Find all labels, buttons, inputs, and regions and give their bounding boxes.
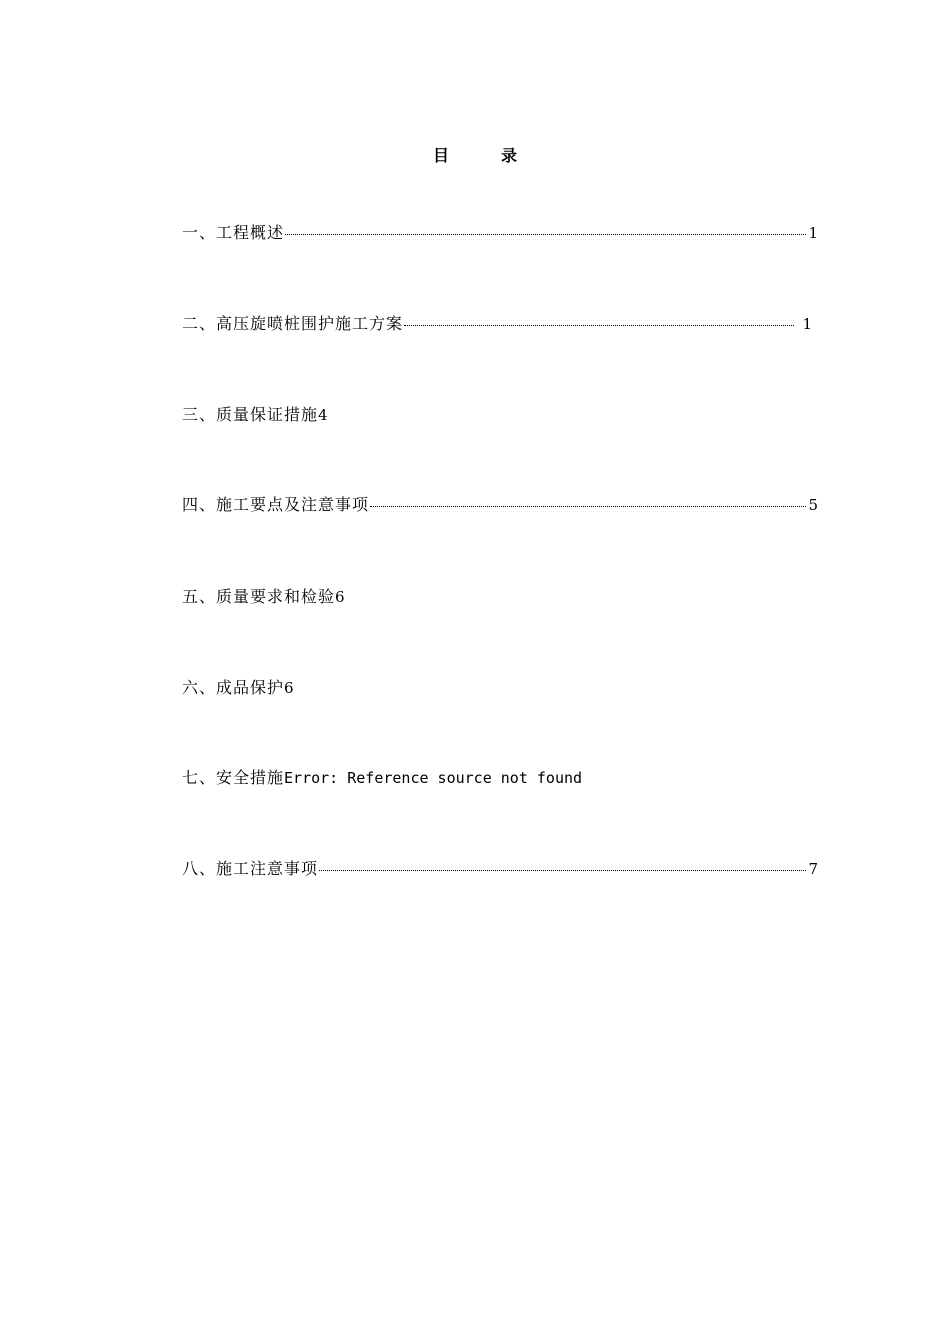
toc-entry-label: 五、质量要求和检验 bbox=[182, 587, 336, 606]
toc-entry-7[interactable] bbox=[182, 765, 582, 787]
toc-title bbox=[0, 143, 950, 166]
toc-entry-6[interactable] bbox=[182, 675, 294, 697]
toc-page-number: 1 bbox=[802, 315, 812, 333]
toc-entry-label: 一、工程概述 bbox=[182, 223, 285, 242]
toc-page-number: 7 bbox=[808, 860, 818, 878]
toc-entry-2[interactable] bbox=[182, 311, 812, 333]
toc-dot-leader bbox=[404, 325, 794, 326]
toc-entry-label: 四、施工要点及注意事项 bbox=[182, 495, 370, 514]
toc-dot-leader bbox=[370, 506, 806, 507]
toc-dot-leader bbox=[285, 234, 806, 235]
toc-entry-label: 七、安全措施 bbox=[182, 768, 285, 787]
toc-title-char-1: 目 bbox=[432, 146, 449, 165]
toc-entry-label: 八、施工注意事项 bbox=[182, 859, 319, 878]
toc-page-number: 4 bbox=[318, 406, 328, 424]
toc-entry-5[interactable] bbox=[182, 584, 345, 606]
toc-page-number: 6 bbox=[335, 588, 345, 606]
toc-entry-label: 三、质量保证措施 bbox=[182, 405, 319, 424]
toc-entry-3[interactable] bbox=[182, 402, 328, 424]
toc-page-number: 1 bbox=[808, 224, 818, 242]
toc-page-number: 5 bbox=[808, 496, 818, 514]
toc-entry-label: 二、高压旋喷桩围护施工方案 bbox=[182, 314, 404, 333]
toc-reference-error: Error: Reference source not found bbox=[284, 769, 583, 787]
toc-entry-8[interactable] bbox=[182, 856, 818, 878]
toc-dot-leader bbox=[319, 870, 806, 871]
toc-entry-4[interactable] bbox=[182, 492, 818, 514]
toc-title-char-2: 录 bbox=[501, 146, 518, 165]
toc-entry-1[interactable] bbox=[182, 220, 818, 242]
toc-page-number: 6 bbox=[284, 679, 294, 697]
toc-entry-label: 六、成品保护 bbox=[182, 678, 285, 697]
